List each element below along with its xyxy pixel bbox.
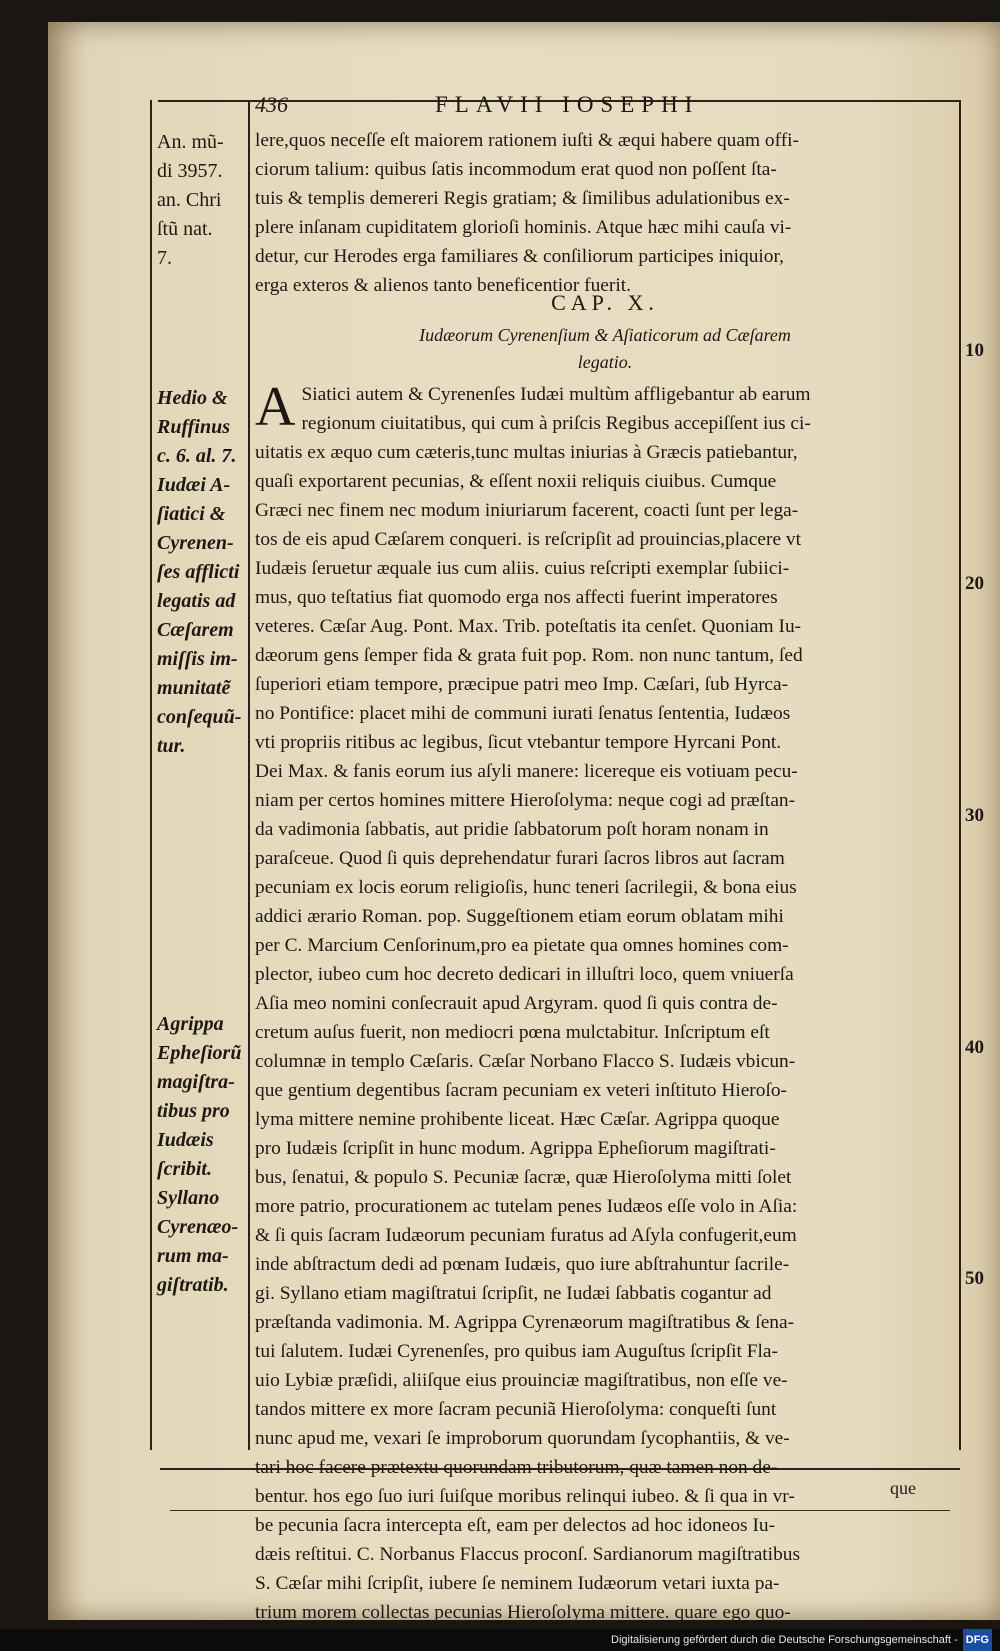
text-line: da vadimonia ſabbatis, aut pridie ſabbatorum poſt horam nonam in: [255, 819, 769, 840]
text-line: tari hoc facere prætextu quorundam tributorum, quæ tamen non de-: [255, 1457, 778, 1478]
margin-line: Agrippa: [157, 1013, 224, 1035]
margin-line: miſſis im-: [157, 648, 238, 670]
text-line: more patrio, procurationem ac tutelam penes Iudæos eſſe volo in Aſia:: [255, 1196, 798, 1217]
text-line: pro Iudæis ſcripſit in hunc modum. Agrippa Epheſiorum magiſtrati-: [255, 1138, 776, 1159]
text-line: trium morem collectas pecunias Hieroſolyma mittere. quare ego quo-: [255, 1602, 791, 1623]
margin-line: munitatẽ: [157, 677, 231, 699]
text-line: paraſceue. Quod ſi quis deprehendatur furari ſacros libros aut ſacram: [255, 848, 785, 869]
text-line: pecuniam ex locis eorum religioſis, hunc teneri ſacrilegii, & bona eius: [255, 877, 797, 898]
drop-cap: A: [255, 376, 296, 438]
margin-line: Cyrenen-: [157, 532, 234, 554]
text-line: quaſi exportarent pecunias, & eſſent noxii reliquis ciuibus. Cumque: [255, 471, 777, 492]
margin-date-note: [157, 128, 247, 273]
margin-line: Iudæis: [157, 1129, 214, 1151]
text-line: tuis & templis demereri Regis gratiam; & ſimilibus adulationibus ex-: [255, 188, 790, 209]
text-line: dæis reſtitui. C. Norbanus Flaccus proconſ. Sardianorum magiſtratibus: [255, 1544, 801, 1565]
text-line: S. Cæſar mihi ſcripſit, iubere ſe neminem Iudæorum vetari iuxta pa-: [255, 1573, 780, 1594]
text-line: gi. Syllano etiam magiſtratui ſcripſit, ne Iudæi ſabbatis cogantur ad: [255, 1283, 772, 1304]
text-line: lyma mittere nemine prohibente liceat. Hæc Cæſar. Agrippa quoque: [255, 1109, 780, 1130]
text-line: columnæ in templo Cæſaris. Cæſar Norbano Flacco S. Iudæis vbicun-: [255, 1051, 796, 1072]
text-line: tui ſalutem. Iudæi Cyrenenſes, pro quibus iam Auguſtus ſcripſit Fla-: [255, 1341, 778, 1362]
margin-note-legation: [157, 384, 247, 761]
line-number-30: 30: [965, 805, 984, 826]
margin-line: c. 6. al. 7.: [157, 445, 237, 467]
chapter-subtitle-line: Iudæorum Cyrenenſium & Aſiaticorum ad Cæſarem: [419, 325, 791, 345]
chapter-title: CAP. X.: [551, 290, 659, 315]
margin-note-agrippa: [157, 1010, 247, 1300]
text-line: tandos mittere ex more ſacram pecuniã Hieroſolyma: conqueſti ſunt: [255, 1399, 777, 1420]
margin-line: Cyrenæo-: [157, 1216, 239, 1238]
text-line: mus, quo teſtatius fiat quomodo erga nos affecti fuerint imperatores: [255, 587, 778, 608]
text-line: ſuperiori etiam tempore, præcipue patri meo Imp. Cæſari, ſub Hyrca-: [255, 674, 789, 695]
margin-line: ſcribit.: [157, 1158, 212, 1180]
margin-line: ſiatici &: [157, 503, 226, 525]
text-line: inde abſtractum dedi ad pœnam Iudæis, quo iure abſtrahuntur ſacrile-: [255, 1254, 790, 1275]
margin-line: Epheſiorũ: [157, 1042, 242, 1064]
credit-text: Digitalisierung gefördert durch die Deutsche Forschungsgemeinschaft -: [611, 1634, 958, 1646]
text-line: nunc apud me, vexari ſe improborum quorundam ſycophantiis, & ve-: [255, 1428, 790, 1449]
line-number-50: 50: [965, 1268, 984, 1289]
page-header: [255, 92, 955, 126]
margin-line: Iudæi A-: [157, 474, 231, 496]
text-line: erga exteros & alienos tanto beneficentior fuerit.: [255, 275, 631, 296]
text-line: dæorum gens ſemper fida & grata fuit pop. Rom. non nunc tantum, ſed: [255, 645, 803, 666]
text-line: præſtanda vadimonia. M. Agrippa Cyrenæorum magiſtratibus & ſena-: [255, 1312, 795, 1333]
text-right-rule: [959, 100, 961, 1450]
margin-left-rule: [150, 100, 152, 1450]
margin-line: Hedio &: [157, 387, 228, 409]
text-line: no Pontifice: placet mihi de communi iurati ſenatus ſententia, Iudæos: [255, 703, 791, 724]
catchword: que: [890, 1478, 916, 1498]
text-line: ciorum talium: quibus ſatis incommodum erat quod non poſſent ſta-: [255, 159, 777, 180]
margin-line: tur.: [157, 735, 186, 757]
margin-line: ſes afflicti: [157, 561, 240, 583]
line-number-20: 20: [965, 573, 984, 594]
margin-line: rum ma-: [157, 1245, 229, 1267]
chapter-subtitle-line: legatio.: [577, 352, 633, 372]
margin-line: Cæſarem: [157, 619, 234, 641]
text-line: detur, cur Herodes erga familiares & conſiliorum participes iniquior,: [255, 246, 785, 267]
text-line: Græci nec finem nec modum iniuriarum facerent, coacti ſunt per lega-: [255, 500, 799, 521]
header-rule-left: [158, 100, 250, 102]
margin-line: giſtratib.: [157, 1274, 229, 1296]
margin-line: magiſtra-: [157, 1071, 235, 1093]
margin-line: 7.: [157, 247, 172, 269]
text-line: be pecunia ſacra intercepta eſt, eam per delectos ad hoc idoneos Iu-: [255, 1515, 776, 1536]
text-line: bentur. hos ego ſuo iuri ſuiſque moribus relinqui iubeo. & ſi qua in vr-: [255, 1486, 795, 1507]
text-line: cretum auſus fuerit, non mediocri pœna mulctabitur. Inſcriptum eſt: [255, 1022, 770, 1043]
text-left-rule: [248, 100, 250, 1450]
text-line: Dei Max. & fanis eorum ius aſyli manere: licereque eis votiuam pecu-: [255, 761, 798, 782]
text-line: Aſia meo nomini conſecrauit apud Argyram. quod ſi quis contra de-: [255, 993, 778, 1014]
text-line: plere inſanam cupiditatem glorioſi hominis. Atque hæc mihi cauſa vi-: [255, 217, 792, 238]
body-text-top: [255, 126, 955, 300]
margin-line: an. Chri: [157, 189, 222, 211]
text-line: vti propriis ritibus ac legibus, ſicut vtebantur tempore Hyrcani Pont.: [255, 732, 782, 753]
body-text-main: [255, 376, 955, 1627]
margin-line: ſtũ nat.: [157, 218, 213, 240]
margin-line: An. mũ-: [157, 131, 224, 153]
margin-line: Syllano: [157, 1187, 220, 1209]
text-line: tos de eis apud Cæſarem conqueri. is reſcripſit ad prouincias,placere vt: [255, 529, 801, 550]
page-number: 436: [255, 92, 288, 117]
text-line: Siatici autem & Cyrenenſes Iudæi multùm affligebantur ab earum: [301, 384, 811, 405]
dfg-logo: DFG: [963, 1629, 992, 1651]
text-line: addici ærario Roman. pop. Suggeſtionem etiam eorum oblatam mihi: [255, 906, 784, 927]
running-title: FLAVII IOSEPHI: [435, 92, 700, 117]
text-line: plector, iubeo cum hoc decreto dedicari in illuſtri loco, quem vniuerſa: [255, 964, 794, 985]
chapter-subtitle: [255, 322, 955, 376]
text-line: que gentium degentibus ſacram pecuniam ex veteri inſtituto Hieroſo-: [255, 1080, 788, 1101]
text-line: bus, ſenatui, & populo S. Pecuniæ ſacræ, quæ Hieroſolyma mitti ſolet: [255, 1167, 792, 1188]
text-line: & ſi quis ſacram Iudæorum pecuniam furatus ad Aſyla confugerit,eum: [255, 1225, 797, 1246]
margin-line: tibus pro: [157, 1100, 230, 1122]
margin-line: di 3957.: [157, 160, 223, 182]
text-line: per C. Marcium Cenſorinum,pro ea pietate qua omnes homines com-: [255, 935, 789, 956]
text-line: uio Lybiæ præſidi, aliiſque eius prouinciæ magiſtratibus, non eſſe ve-: [255, 1370, 788, 1391]
text-line: uitatis ex æquo cum cæteris,tunc multas iniurias à Græcis patiebantur,: [255, 442, 798, 463]
margin-line: Ruffinus: [157, 416, 231, 438]
text-line: Iudæis ſeruetur æquale ius cum aliis. cuius reſcripti exemplar ſubiici-: [255, 558, 790, 579]
line-number-10: 10: [965, 340, 984, 361]
margin-line: conſequũ-: [157, 706, 242, 728]
text-line: veteres. Cæſar Aug. Pont. Max. Trib. poteſtatis ita cenſet. Quoniam Iu-: [255, 616, 802, 637]
line-number-40: 40: [965, 1037, 984, 1058]
text-line: niam per certos homines mittere Hieroſolyma: neque cogi ad præſtan-: [255, 790, 796, 811]
margin-line: legatis ad: [157, 590, 236, 612]
digitization-credit: [0, 1629, 1000, 1651]
text-line: regionum ciuitatibus, qui cum à priſcis Regibus accepiſſent ius ci-: [301, 413, 811, 434]
text-line: lere,quos neceſſe eſt maiorem rationem iuſti & æqui habere quam offi-: [255, 130, 800, 151]
